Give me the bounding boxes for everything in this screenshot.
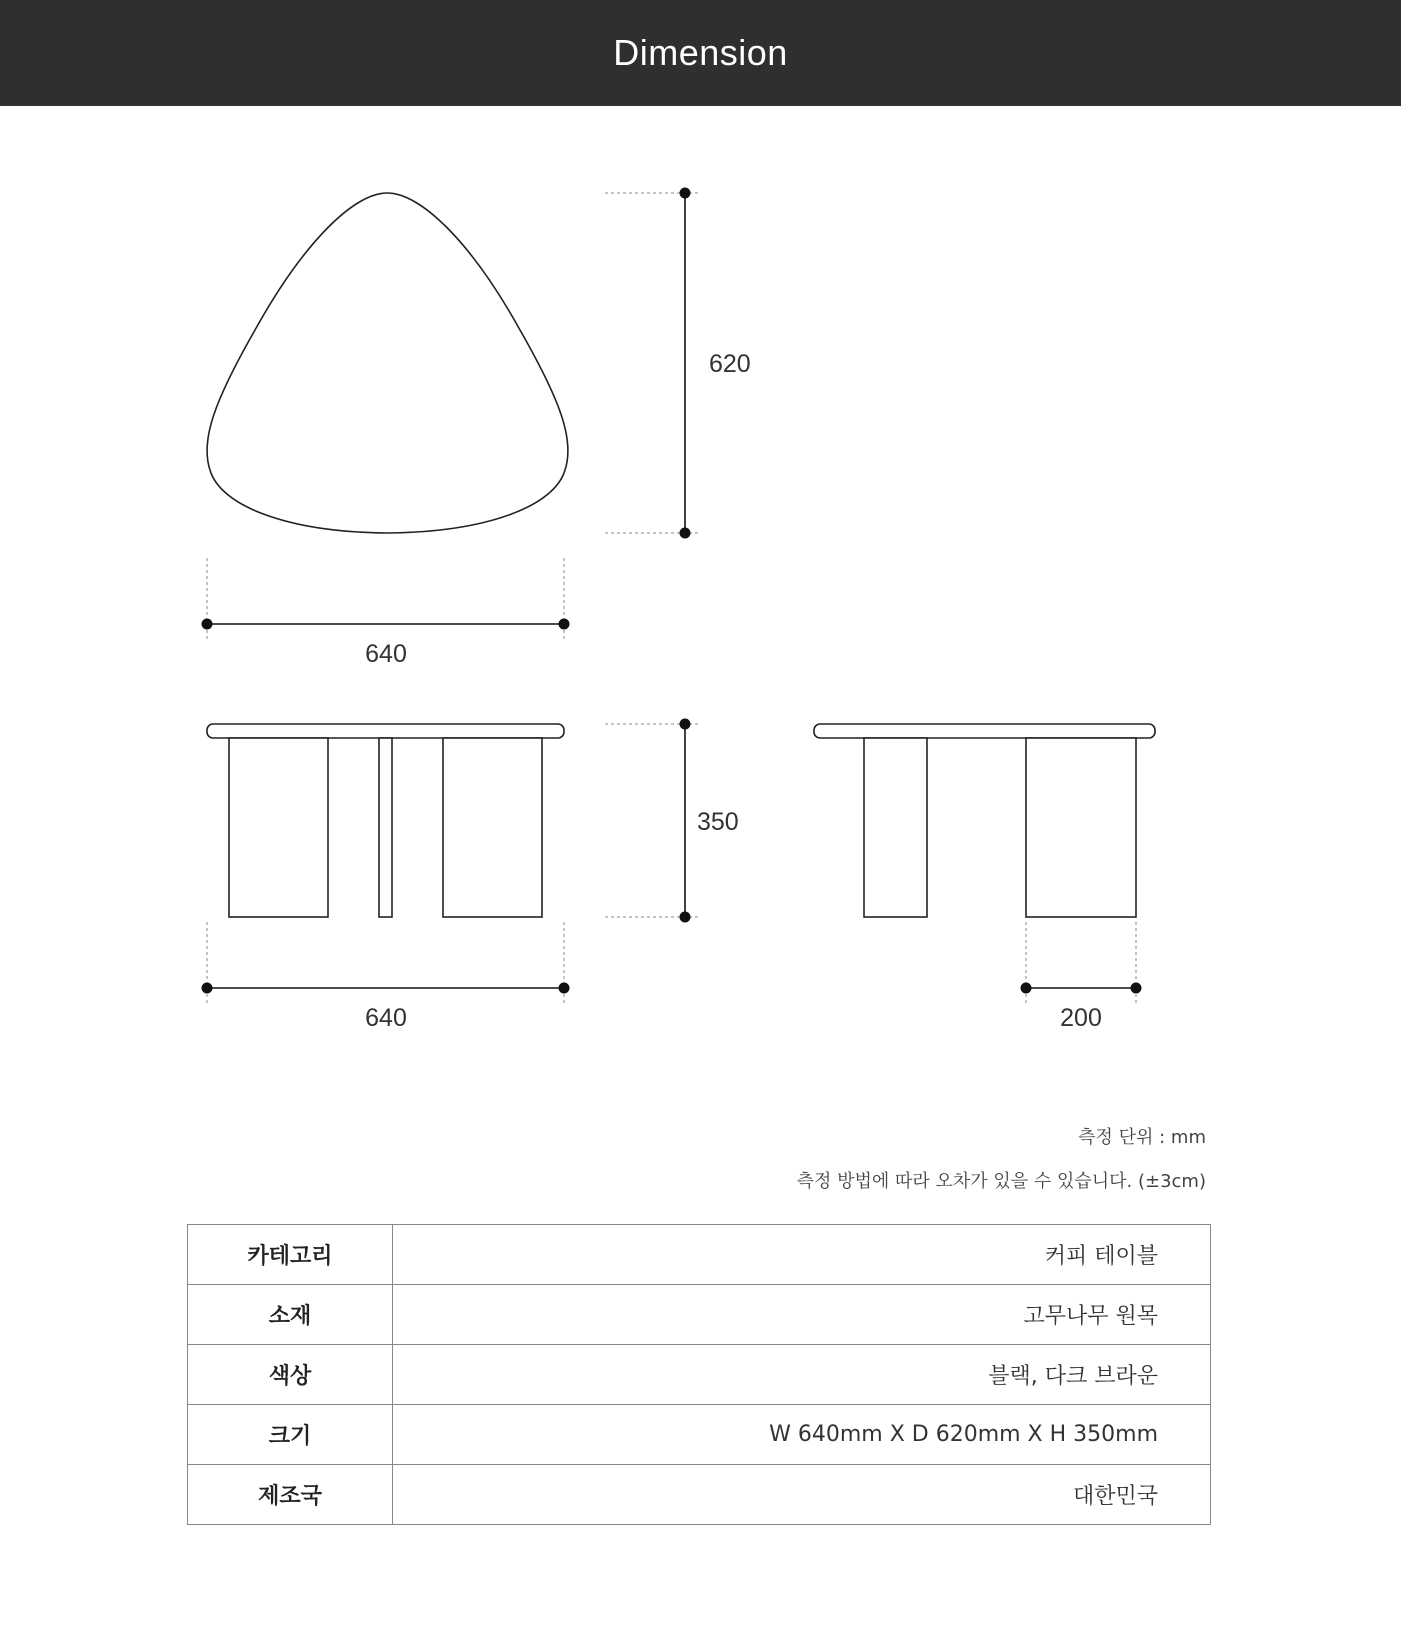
height-dimension bbox=[605, 719, 739, 923]
table-row bbox=[188, 1225, 1211, 1285]
table-row bbox=[188, 1405, 1211, 1465]
measurement-unit-note: 측정 단위 : mm bbox=[1078, 1127, 1206, 1148]
dimension-endpoint bbox=[680, 719, 691, 730]
spec-key: 제조국 bbox=[188, 1465, 393, 1525]
depth-dimension bbox=[605, 188, 751, 539]
page-title: Dimension bbox=[613, 32, 788, 73]
table-row bbox=[188, 1285, 1211, 1345]
dimension-endpoint bbox=[559, 983, 570, 994]
spec-key: 카테고리 bbox=[188, 1225, 393, 1285]
measurement-tolerance-note: 측정 방법에 따라 오차가 있을 수 있습니다. (±3cm) bbox=[796, 1171, 1206, 1192]
top-view bbox=[207, 193, 568, 533]
depth-label: 620 bbox=[709, 350, 751, 378]
spec-value: 고무나무 원목 bbox=[393, 1285, 1211, 1345]
dimension-endpoint bbox=[559, 619, 570, 630]
dimension-endpoint bbox=[202, 619, 213, 630]
front-view bbox=[207, 724, 564, 917]
spec-value: 커피 테이블 bbox=[393, 1225, 1211, 1285]
spec-key: 색상 bbox=[188, 1345, 393, 1405]
side-leg-right bbox=[1026, 738, 1136, 917]
side-tabletop bbox=[814, 724, 1155, 738]
spec-value: 대한민국 bbox=[393, 1465, 1211, 1525]
front-tabletop bbox=[207, 724, 564, 738]
leg-depth-label: 200 bbox=[1060, 1004, 1102, 1032]
top-width-label: 640 bbox=[365, 640, 407, 668]
dimension-endpoint bbox=[680, 528, 691, 539]
front-width-label: 640 bbox=[365, 1004, 407, 1032]
dimension-endpoint bbox=[1021, 983, 1032, 994]
spec-key: 소재 bbox=[188, 1285, 393, 1345]
table-row bbox=[188, 1465, 1211, 1525]
front-leg-right bbox=[443, 738, 542, 917]
spec-value: 블랙, 다크 브라운 bbox=[393, 1345, 1211, 1405]
dimension-endpoint bbox=[680, 912, 691, 923]
spec-key: 크기 bbox=[188, 1405, 393, 1465]
top-width-dimension bbox=[202, 558, 570, 668]
spec-table bbox=[187, 1224, 1211, 1525]
dimension-endpoint bbox=[202, 983, 213, 994]
side-view bbox=[814, 724, 1155, 917]
front-leg-center bbox=[379, 738, 392, 917]
front-leg-left bbox=[229, 738, 328, 917]
spec-value: W 640mm X D 620mm X H 350mm bbox=[393, 1405, 1211, 1465]
dimension-endpoint bbox=[1131, 983, 1142, 994]
front-width-dimension bbox=[202, 922, 570, 1032]
tabletop-outline bbox=[207, 193, 568, 533]
side-leg-left bbox=[864, 738, 927, 917]
leg-depth-dimension bbox=[1021, 922, 1142, 1032]
dimension-endpoint bbox=[680, 188, 691, 199]
height-label: 350 bbox=[697, 808, 739, 836]
table-row bbox=[188, 1345, 1211, 1405]
